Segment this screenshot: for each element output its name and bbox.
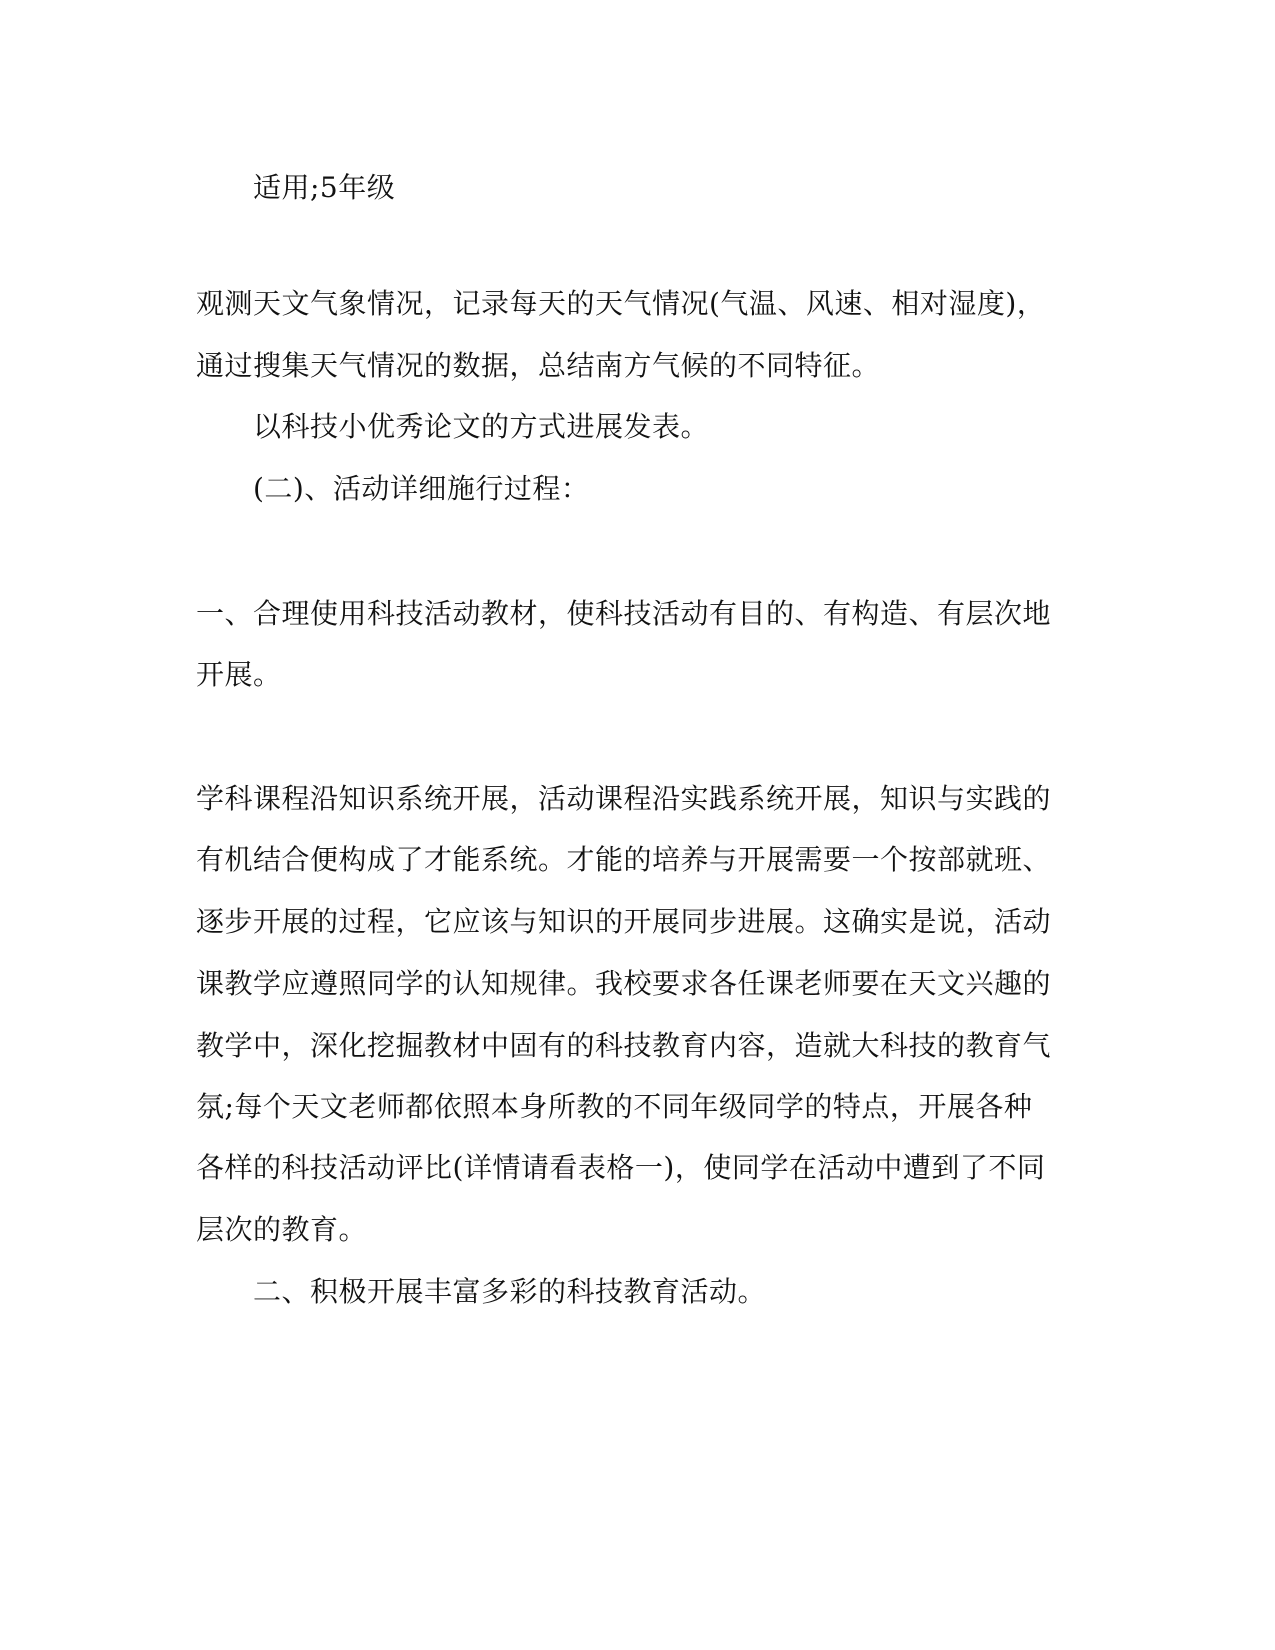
paragraph-line: 教学中，深化挖掘教材中固有的科技教育内容，造就大科技的教育气 (196, 1029, 1052, 1062)
subsection-heading: 开展。 (196, 658, 282, 691)
paragraph-line: 氛;每个天文老师都依照本身所教的不同年级同学的特点，开展各种 (196, 1090, 1033, 1123)
paragraph-line: 以科技小优秀论文的方式进展发表。 (253, 410, 710, 443)
paragraph-line: 学科课程沿知识系统开展，活动课程沿实践系统开展，知识与实践的 (196, 782, 1052, 815)
subsection-heading: 一、合理使用科技活动教材，使科技活动有目的、有构造、有层次地 (196, 597, 1052, 630)
paragraph-line: 课教学应遵照同学的认知规律。我校要求各任课老师要在天文兴趣的 (196, 967, 1052, 1000)
paragraph-line: 观测天文气象情况，记录每天的天气情况(气温、风速、相对湿度)， (196, 287, 1046, 320)
paragraph-line: 逐步开展的过程，它应该与知识的开展同步进展。这确实是说，活动 (196, 905, 1052, 938)
subsection-heading: 二、积极开展丰富多彩的科技教育活动。 (253, 1275, 767, 1308)
paragraph-line: 有机结合便构成了才能系统。才能的培养与开展需要一个按部就班、 (196, 843, 1052, 876)
section-heading: (二)、活动详细施行过程： (253, 472, 590, 505)
applicable-grade-line: 适用;5年级 (253, 171, 396, 204)
paragraph-line: 通过搜集天气情况的数据，总结南方气候的不同特征。 (196, 349, 881, 382)
paragraph-line: 层次的教育。 (196, 1213, 368, 1246)
paragraph-line: 各样的科技活动评比(详情请看表格一)，使同学在活动中遭到了不同 (196, 1151, 1046, 1184)
